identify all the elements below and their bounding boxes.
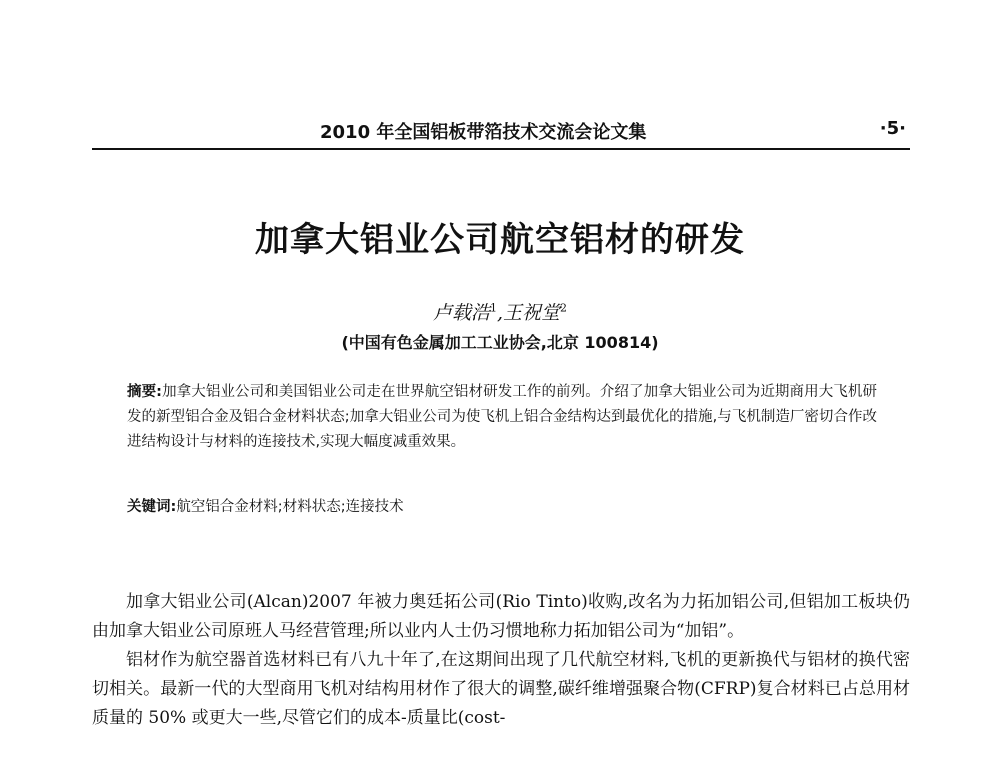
body-text xyxy=(92,588,910,733)
body-paragraph: 加拿大铝业公司(Alcan)2007 年被力奥廷拓公司(Rio Tinto)收购,改名为力拓加铝公司,但铝加工板块仍由加拿大铝业公司原班人马经营管理;所以业内人士仍习惯地称力拓加铝公司为“加铝”。 xyxy=(92,592,910,641)
page-number: ·5· xyxy=(879,118,906,139)
keywords xyxy=(127,495,877,520)
article-title: 加拿大铝业公司航空铝材的研发 xyxy=(255,220,745,260)
author-name: 王祝堂 xyxy=(503,302,561,324)
author-name: 卢载浩 xyxy=(432,302,490,324)
header-rule xyxy=(92,148,910,150)
running-header xyxy=(92,118,910,142)
abstract xyxy=(127,380,877,455)
body-paragraph: 铝材作为航空器首选材料已有八九十年了,在这期间出现了几代航空材料,飞机的更新换代与铝材的换代密切相关。最新一代的大型商用飞机对结构用材作了很大的调整,碳纤维增强聚合物(CFRP)复合材料已占总用材质量的 50% 或更大一些,尽管它们的成本-质量比(cost- xyxy=(92,650,910,728)
abstract-text: 加拿大铝业公司和美国铝业公司走在世界航空铝材研发工作的前列。介绍了加拿大铝业公司为近期商用大飞机研发的新型铝合金及铝合金材料状态;加拿大铝业公司为使飞机上铝合金结构达到最优化的措施,与飞机制造厂密切合作改进结构设计与材料的连接技术,实现大幅度减重效果。 xyxy=(127,384,877,450)
affiliation: (中国有色金属加工工业协会,北京 100814) xyxy=(341,333,659,352)
author-line xyxy=(0,298,1000,325)
proceedings-title: 2010 年全国铝板带箔技术交流会论文集 xyxy=(320,122,647,143)
keywords-label: 关键词: xyxy=(127,499,177,515)
keywords-text: 航空铝合金材料;材料状态;连接技术 xyxy=(176,499,404,515)
author-mark: 2 xyxy=(560,301,568,315)
author-mark: 1 xyxy=(489,301,497,315)
abstract-label: 摘要: xyxy=(127,384,162,400)
author-separator: , xyxy=(496,302,504,324)
